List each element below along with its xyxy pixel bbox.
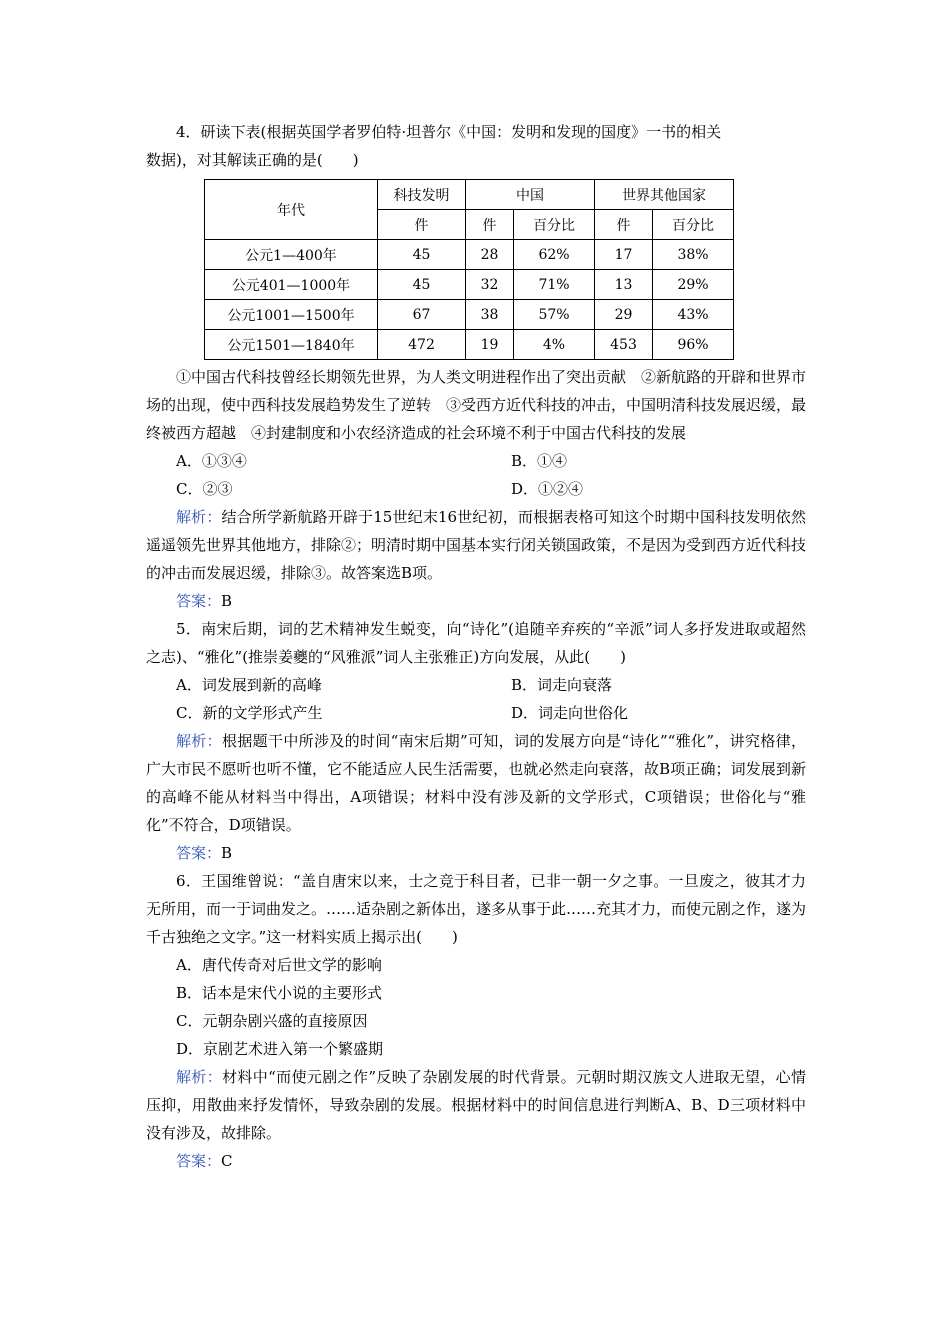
q6-option-b: B．话本是宋代小说的主要形式 xyxy=(176,984,383,1002)
table-sub-jian: 件 xyxy=(595,210,653,240)
table-row xyxy=(205,300,734,330)
table-cell-total: 472 xyxy=(378,330,466,360)
table-cell-cn: 38 xyxy=(466,300,514,330)
q5-options-row1 xyxy=(146,671,806,699)
table-header-world: 世界其他国家 xyxy=(595,180,734,210)
table-cell-year: 公元1501—1840年 xyxy=(205,330,378,360)
q6-stem: 6．王国维曾说：“盖自唐宋以来，士之竞于科目者，已非一朝一夕之事。一旦废之，彼其才力无所用，而一于词曲发之。……适杂剧之新体出，遂多从事于此……充其才力，而使元剧之作，遂为千古独绝之文字。”这一材料实质上揭示出( ) xyxy=(146,872,807,946)
analysis-label: 解析： xyxy=(176,508,222,526)
table-header-china: 中国 xyxy=(466,180,595,210)
q6-option-d: D．京剧艺术进入第一个繁盛期 xyxy=(176,1040,384,1058)
q6-option-c: C．元朝杂剧兴盛的直接原因 xyxy=(176,1012,368,1030)
q4-answer-value: B xyxy=(221,592,233,610)
q4-options-row1 xyxy=(146,447,806,475)
q5-options-row2 xyxy=(146,699,806,727)
table-cell-ot-pct: 96% xyxy=(653,330,734,360)
q5-analysis-text: 根据题干中所涉及的时间“南宋后期”可知，词的发展方向是“诗化”“雅化”，讲究格律，广大市民不愿听也听不懂，它不能适应人民生活需要，也就必然走向衰落，故B项正确；词发展到新的高峰不能从材料当中得出，A项错误；材料中没有涉及新的文学形式，C项错误；世俗化与“雅化”不符合，D项错误。 xyxy=(146,732,806,834)
table-header-year: 年代 xyxy=(205,180,378,240)
q4-data-table xyxy=(204,179,734,360)
q6-answer-value: C xyxy=(221,1152,233,1170)
table-cell-ot: 17 xyxy=(595,240,653,270)
q6-option-b-row xyxy=(146,979,806,1007)
q6-option-a-row xyxy=(146,951,806,979)
q6-option-a: A．唐代传奇对后世文学的影响 xyxy=(176,956,382,974)
table-cell-total: 45 xyxy=(378,270,466,300)
q5-option-b: B．词走向衰落 xyxy=(511,676,613,694)
table-cell-cn: 19 xyxy=(466,330,514,360)
table-cell-cn-pct: 57% xyxy=(514,300,595,330)
q6-option-d-row xyxy=(146,1035,806,1063)
q5-analysis xyxy=(146,727,806,839)
table-cell-ot-pct: 38% xyxy=(653,240,734,270)
table-header-sci: 科技发明 xyxy=(378,180,466,210)
q6-option-c-row xyxy=(146,1007,806,1035)
q6-analysis-text: 材料中“而使元剧之作”反映了杂剧发展的时代背景。元朝时期汉族文人进取无望，心情压抑，用散曲来抒发情怀，导致杂剧的发展。根据材料中的时间信息进行判断A、B、D三项材料中没有涉及，故排除。 xyxy=(146,1068,806,1142)
q5-answer-value: B xyxy=(221,844,233,862)
q4-analysis xyxy=(146,503,806,587)
table-cell-cn-pct: 62% xyxy=(514,240,595,270)
table-sub-pct: 百分比 xyxy=(653,210,734,240)
table-cell-total: 45 xyxy=(378,240,466,270)
analysis-label: 解析： xyxy=(176,732,222,750)
q6-answer xyxy=(146,1147,806,1175)
q4-option-c: C．②③ xyxy=(176,480,233,498)
q4-answer xyxy=(146,587,806,615)
q4-option-b: B．①④ xyxy=(511,452,568,470)
q5-option-c: C．新的文学形式产生 xyxy=(176,704,323,722)
table-cell-cn-pct: 4% xyxy=(514,330,595,360)
table-cell-cn: 32 xyxy=(466,270,514,300)
table-sub-jian: 件 xyxy=(466,210,514,240)
table-cell-year: 公元1—400年 xyxy=(205,240,378,270)
table-row xyxy=(205,270,734,300)
table-sub-jian: 件 xyxy=(378,210,466,240)
table-cell-ot-pct: 43% xyxy=(653,300,734,330)
analysis-label: 解析： xyxy=(176,1068,223,1086)
q5-option-a: A．词发展到新的高峰 xyxy=(176,676,322,694)
table-cell-cn-pct: 71% xyxy=(514,270,595,300)
q4-analysis-text: 结合所学新航路开辟于15世纪末16世纪初，而根据表格可知这个时期中国科技发明依然遥遥领先世界其他地方，排除②；明清时期中国基本实行闭关锁国政策，不是因为受到西方近代科技的冲击而发展迟缓，排除③。故答案选B项。 xyxy=(146,508,807,582)
table-cell-ot: 453 xyxy=(595,330,653,360)
q4-statements: ①中国古代科技曾经长期领先世界，为人类文明进程作出了突出贡献 ②新航路的开辟和世界市场的出现，使中西科技发展趋势发生了逆转 ③受西方近代科技的冲击，中国明清科技发展迟缓，最终被西方超越 ④封建制度和小农经济造成的社会环境不利于中国古代科技的发展 xyxy=(146,368,807,442)
table-cell-year: 公元401—1000年 xyxy=(205,270,378,300)
table-cell-ot: 13 xyxy=(595,270,653,300)
table-row xyxy=(205,330,734,360)
q4-stem-line1: 4．研读下表(根据英国学者罗伯特·坦普尔《中国：发明和发现的国度》一书的相关 xyxy=(176,123,722,141)
answer-label: 答案： xyxy=(176,844,222,862)
table-cell-ot-pct: 29% xyxy=(653,270,734,300)
table-row xyxy=(205,240,734,270)
q4-option-d: D．①②④ xyxy=(511,480,584,498)
q5-option-d: D．词走向世俗化 xyxy=(511,704,629,722)
q5-answer xyxy=(146,839,806,867)
answer-label: 答案： xyxy=(176,1152,222,1170)
table-cell-year: 公元1001—1500年 xyxy=(205,300,378,330)
q4-option-a: A．①③④ xyxy=(176,452,247,470)
q6-analysis xyxy=(146,1063,806,1147)
table-cell-total: 67 xyxy=(378,300,466,330)
document-page xyxy=(146,118,806,1175)
q5-stem: 5．南宋后期，词的艺术精神发生蜕变，向“诗化”(追随辛弃疾的“辛派”词人多抒发进取或超然之志)、“雅化”(推崇姜夔的“风雅派”词人主张雅正)方向发展，从此( ) xyxy=(146,620,806,666)
table-cell-cn: 28 xyxy=(466,240,514,270)
table-sub-pct: 百分比 xyxy=(514,210,595,240)
q4-stem-line2: 数据)，对其解读正确的是( ) xyxy=(146,151,359,169)
answer-label: 答案： xyxy=(176,592,222,610)
q4-options-row2 xyxy=(146,475,806,503)
table-cell-ot: 29 xyxy=(595,300,653,330)
